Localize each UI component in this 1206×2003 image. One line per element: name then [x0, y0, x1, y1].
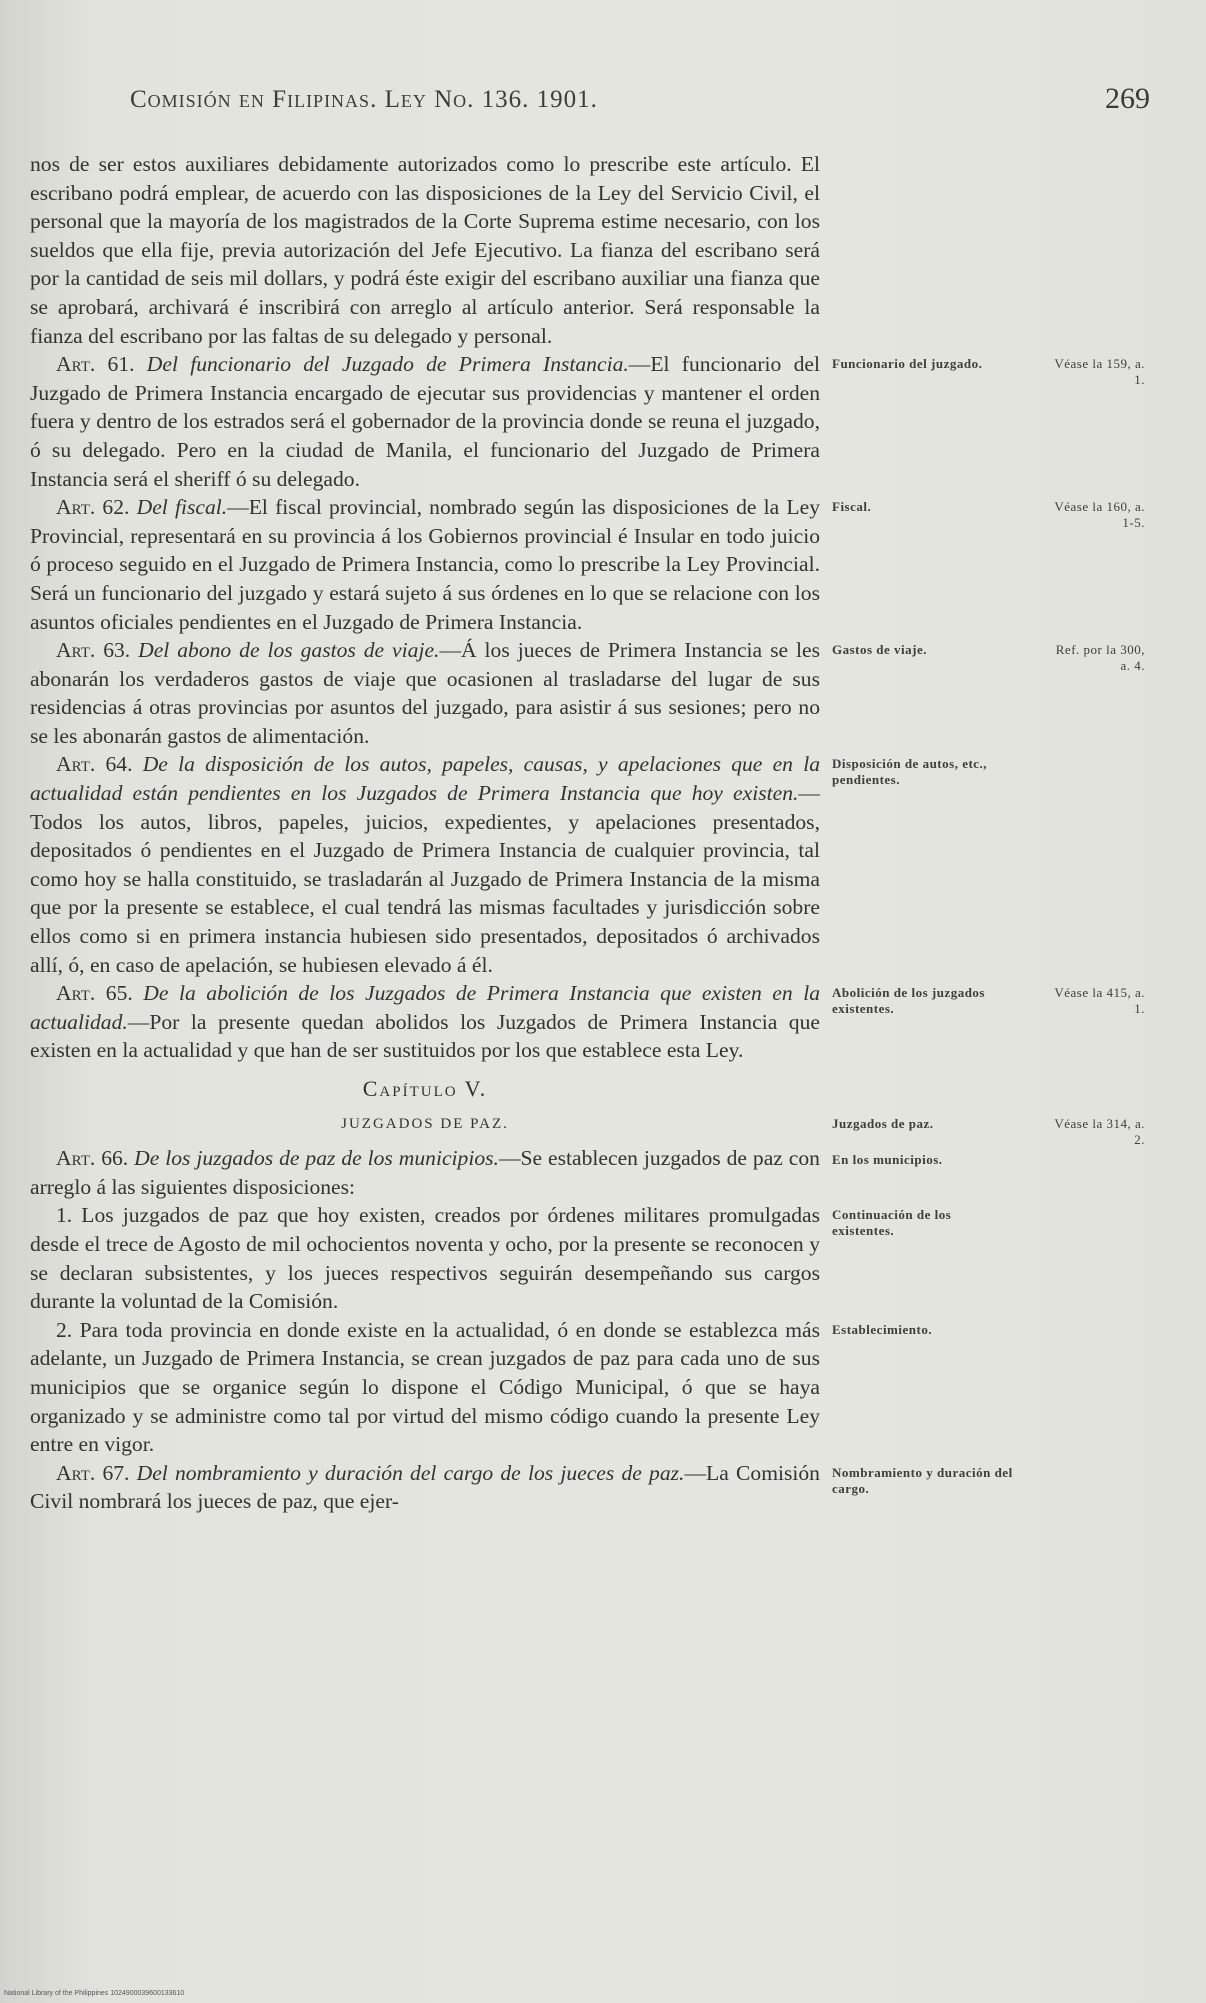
margin-note-label: Continuación de los existentes.	[832, 1207, 952, 1238]
paragraph-art62	[30, 493, 820, 636]
paragraph-art66	[30, 1144, 820, 1201]
margin-note-label: Gastos de viaje.	[832, 642, 928, 657]
paragraph-p0	[30, 150, 820, 350]
article-number: Art. 63.	[56, 638, 131, 663]
article-number: Art. 65.	[56, 981, 133, 1006]
paragraph-art63	[30, 636, 820, 750]
paragraph-art67	[30, 1459, 820, 1516]
margin-note-label: En los municipios.	[832, 1152, 943, 1167]
article-title: De los juzgados de paz de los municipios.	[134, 1146, 499, 1171]
text-run: —El fiscal provincial, nombrado según las disposiciones de la Ley Provincial, representará en su provincia á los Gobiernos provincial é Insular en todo juicio ó proceso seguido en el Juzgado de Primera Instancia, como lo prescribe la Ley Provincial. Será un funcionario del juzgado y estará sujeto á sus órdenes en lo que se relacione con los asuntos oficiales pendientes en el Juzgado de Primera Instancia.	[30, 495, 820, 634]
footer-credit: National Library of the Philippines 1024900039600133610	[4, 1990, 185, 1997]
margin-note-label: Nombramiento y duración del cargo.	[832, 1465, 1013, 1496]
margin-note-label: Disposición de autos, etc., pendientes.	[832, 756, 988, 787]
text-run: —Á los jueces de Primera Instancia se les abonarán los verdaderos gastos de viaje que ocasionen al trasladarse del lugar de sus residencias á otras provincias por asuntos del juzgado, para asistir á sus sesiones; pero no se les abonarán gastos de alimentación.	[30, 638, 820, 748]
paragraph-chap	[30, 1075, 820, 1104]
text-run	[132, 752, 142, 776]
article-title: De la abolición de los Juzgados de Primera Instancia que existen en la actualidad.	[30, 981, 820, 1034]
page-number: 269	[1105, 82, 1150, 115]
text-run: nos de ser estos auxiliares debidamente autorizados como lo prescribe este artículo. El escribano podrá emplear, de acuerdo con las disposiciones de la Ley del Servicio Civil, el personal que la mayoría de los magistrados de la Corte Suprema estime necesario, con los sueldos que ella fije, previa autorización del Jefe Ejecutivo. La fianza del escribano será por la cantidad de seis mil dollars, y podrá éste exigir del escribano auxiliar una fianza que se aprobará, archivará é inscribirá con arreglo al artículo anterior. Será responsable la fianza del escribano por las faltas de su delegado y personal.	[30, 152, 820, 348]
margin-note-label: Funcionario del juzgado.	[832, 356, 983, 371]
article-number: Art. 67.	[56, 1460, 130, 1485]
text-run: —Todos los autos, libros, papeles, juicios, expedientes, y apelaciones presentados, depositados ó pendientes en el Juzgado de Primera Instancia de cualquier provincia, tal como hoy se halla constituido, se trasladarán al Juzgado de Primera Instancia de la misma que por la presente se establece, el cual tendrá las mismas facultades y jurisdicción sobre ellos como si en primera instancia hubiesen sido presentados, depositados ó archivados allí, ó, en caso de apelación, se hubiesen elevado á él.	[30, 781, 820, 977]
text-run	[129, 495, 136, 519]
text-run	[130, 638, 138, 662]
article-number: Art. 62.	[56, 495, 130, 520]
text-run: JUZGADOS DE PAZ.	[341, 1115, 509, 1132]
text-run: —Se establecen juzgados de paz con arreglo á las siguientes disposiciones:	[30, 1146, 820, 1199]
text-run: —La Comisión Civil nombrará los jueces de paz, que ejer-	[30, 1460, 820, 1514]
text-run: —Por la presente quedan abolidos los Juzgados de Primera Instancia que existen en la actualidad y que han de ser sustituidos por los que establece esta Ley.	[30, 1009, 820, 1063]
margin-note-reference: Véase la 159, a. 1.	[1054, 356, 1145, 387]
text-run: Capítulo V.	[362, 1076, 488, 1101]
running-head: Comisión en Filipinas. Ley No. 136. 1901.	[130, 86, 598, 113]
margin-note-reference: Véase la 314, a. 2.	[1054, 1116, 1145, 1147]
text-run	[135, 352, 147, 376]
article-title: Del nombramiento y duración del cargo de los jueces de paz.	[136, 1460, 685, 1485]
text-run	[133, 981, 144, 1005]
article-title: Del fiscal.	[136, 495, 228, 520]
paragraph-art65	[30, 979, 820, 1065]
margin-note-label: Establecimiento.	[832, 1322, 933, 1337]
article-title: De la disposición de los autos, papeles, causas, y apelaciones que en la actualidad están pendientes en los Juzgados de Primera Instancia que hoy existen.	[30, 752, 820, 806]
article-number: Art. 66.	[56, 1146, 129, 1171]
article-title: Del abono de los gastos de viaje.	[138, 638, 440, 663]
paragraph-item1	[30, 1201, 820, 1315]
text-run	[129, 1461, 136, 1485]
paragraph-item2	[30, 1316, 820, 1459]
page-header	[130, 82, 1150, 122]
paragraph-sect	[30, 1110, 820, 1139]
text-run: —El funcionario del Juzgado de Primera Instancia encargado de ejecutar sus providencias y mantener el orden fuera y dentro de los estrados será el gobernador de la provincia donde se reuna el juzgado, ó su delegado. Pero en la ciudad de Manila, el funcionario del Juzgado de Primera Instancia será el sheriff ó su delegado.	[30, 352, 820, 491]
margin-note-reference: Véase la 415, a. 1.	[1054, 985, 1145, 1016]
margin-note-label: Juzgados de paz.	[832, 1116, 934, 1131]
margin-note-label: Fiscal.	[832, 499, 872, 514]
margin-note-label: Abolición de los juzgados existentes.	[832, 985, 985, 1016]
paragraph-art64	[30, 750, 820, 979]
article-number: Art. 64.	[56, 752, 133, 777]
text-run: 2. Para toda provincia en donde existe en la actualidad, ó en donde se establezca más adelante, un Juzgado de Primera Instancia, se crean juzgados de paz para cada uno de sus municipios que se organice según lo dispone el Código Municipal, ó que se haya organizado y se administre como tal por virtud del mismo código cuando la presente Ley entre en vigor.	[30, 1317, 820, 1457]
article-title: Del funcionario del Juzgado de Primera Instancia.	[146, 352, 629, 377]
paragraph-art61	[30, 350, 820, 493]
article-number: Art. 61.	[56, 352, 135, 377]
margin-note-reference: Ref. por la 300, a. 4.	[1055, 642, 1145, 673]
margin-note-reference: Véase la 160, a. 1-5.	[1054, 499, 1145, 530]
body-text	[30, 150, 820, 1516]
text-run: 1. Los juzgados de paz que hoy existen, creados por órdenes militares promulgadas desde el trece de Agosto de mil ochocientos noventa y ocho, por la presente se reconocen y se declaran subsistentes, y los jueces respectivos seguirán desempeñando sus cargos durante la voluntad de la Comisión.	[30, 1203, 820, 1314]
